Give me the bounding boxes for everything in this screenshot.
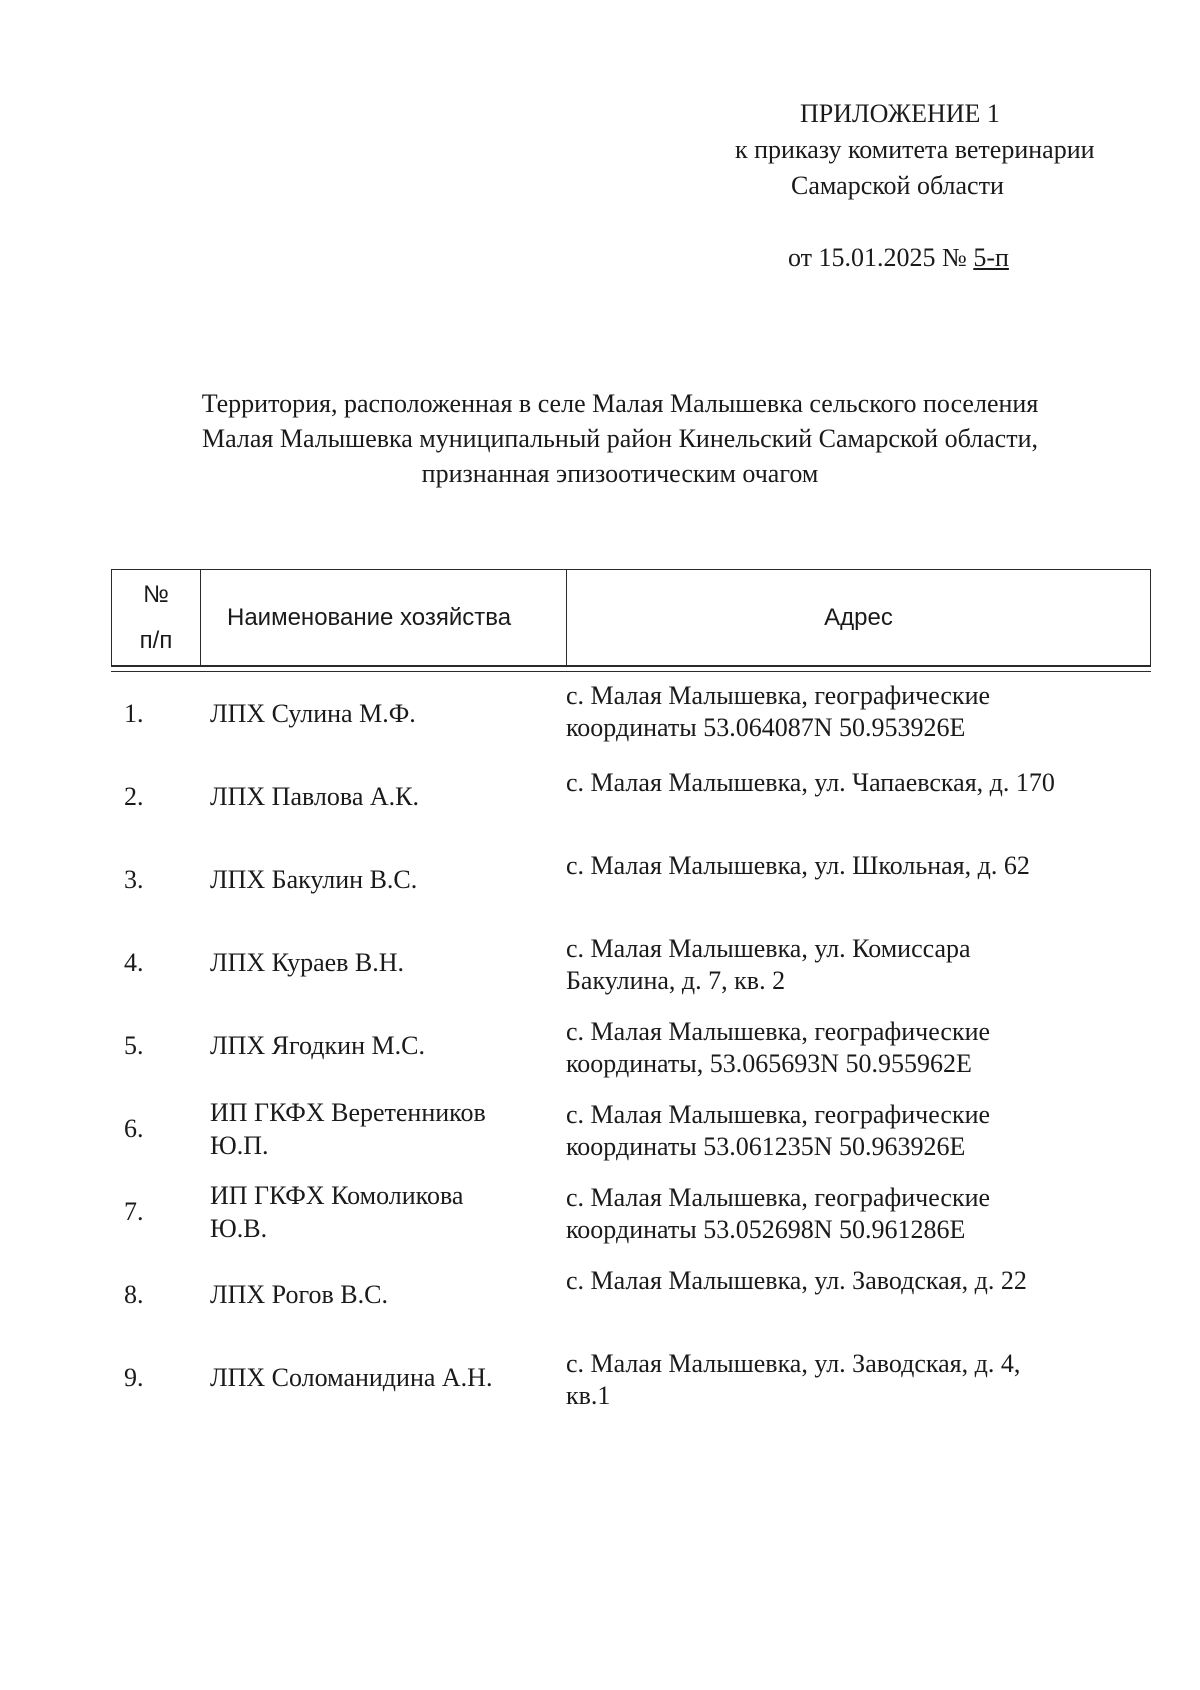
row-address: с. Малая Малышевка, ул. Заводская, д. 22 — [566, 1266, 1027, 1295]
attachment-title: ПРИЛОЖЕНИЕ 1 — [800, 99, 1000, 128]
row-address: с. Малая Малышевка, географические координаты 53.064087N 50.953926E — [566, 681, 991, 742]
row-address: с. Малая Малышевка, географические координаты 53.061235N 50.963926E — [566, 1100, 991, 1161]
column-header-number — [112, 570, 201, 665]
row-address: с. Малая Малышевка, географические координаты 53.052698N 50.961286E — [566, 1183, 991, 1244]
row-farm-name: ИП ГКФХ Веретенников Ю.П. — [210, 1097, 486, 1160]
heading-line-2: Малая Малышевка муниципальный район Кинельский Самарской области, — [201, 424, 1038, 453]
farms-table — [111, 569, 1151, 1419]
attachment-region-line: Самарской области — [791, 171, 1004, 200]
attachment-order-line: к приказу комитета ветеринарии — [735, 135, 1095, 164]
row-farm-name: ЛПХ Павлова А.К. — [210, 782, 420, 811]
table-row — [111, 755, 1151, 838]
table-row — [111, 921, 1151, 1004]
attachment-date — [700, 240, 1170, 276]
table-row — [111, 672, 1151, 755]
column-header-address: Адрес — [824, 603, 893, 631]
table-row — [111, 838, 1151, 921]
table-row — [111, 1087, 1151, 1170]
row-number: 8. — [124, 1280, 144, 1309]
row-number: 1. — [124, 699, 144, 728]
table-row — [111, 1253, 1151, 1336]
table-row — [111, 1336, 1151, 1419]
row-farm-name: ИП ГКФХ Комоликова Ю.В. — [210, 1180, 464, 1243]
row-address: с. Малая Малышевка, географические координаты, 53.065693N 50.955962E — [566, 1017, 991, 1078]
row-farm-name: ЛПХ Ягодкин М.С. — [210, 1031, 425, 1060]
row-address: с. Малая Малышевка, ул. Школьная, д. 62 — [566, 851, 1030, 880]
row-farm-name: ЛПХ Кураев В.Н. — [210, 948, 405, 977]
row-number: 4. — [124, 948, 144, 977]
row-farm-name: ЛПХ Рогов В.С. — [210, 1280, 388, 1309]
row-farm-name: ЛПХ Соломанидина А.Н. — [210, 1363, 493, 1392]
table-row — [111, 1170, 1151, 1253]
row-farm-name: ЛПХ Бакулин В.С. — [210, 865, 418, 894]
heading-line-3: признанная эпизоотическим очагом — [421, 459, 819, 488]
table-body — [111, 671, 1151, 1419]
row-number: 6. — [124, 1114, 144, 1143]
attachment-date-prefix: от 15.01.2025 № — [788, 243, 967, 272]
row-address: с. Малая Малышевка, ул. Комиссара Бакулина, д. 7, кв. 2 — [566, 934, 971, 995]
row-number: 2. — [124, 782, 144, 811]
row-number: 7. — [124, 1197, 144, 1226]
row-address: с. Малая Малышевка, ул. Чапаевская, д. 170 — [566, 768, 1055, 797]
table-header — [111, 569, 1151, 667]
row-number: 9. — [124, 1363, 144, 1392]
row-number: 5. — [124, 1031, 144, 1060]
column-header-name: Наименование хозяйства — [201, 570, 567, 665]
table-row — [111, 1004, 1151, 1087]
heading-line-1: Территория, расположенная в селе Малая Малышевка сельского поселения — [201, 389, 1039, 418]
attachment-header — [700, 96, 1170, 276]
attachment-order-number: 5-п — [973, 243, 1009, 272]
row-address: с. Малая Малышевка, ул. Заводская, д. 4, кв.1 — [566, 1349, 1021, 1410]
row-number: 3. — [124, 865, 144, 894]
column-header-number-abbr: п/п — [139, 626, 173, 654]
document-heading — [140, 386, 1100, 491]
column-header-number-symbol: № — [143, 580, 169, 608]
row-farm-name: ЛПХ Сулина М.Ф. — [210, 699, 416, 728]
